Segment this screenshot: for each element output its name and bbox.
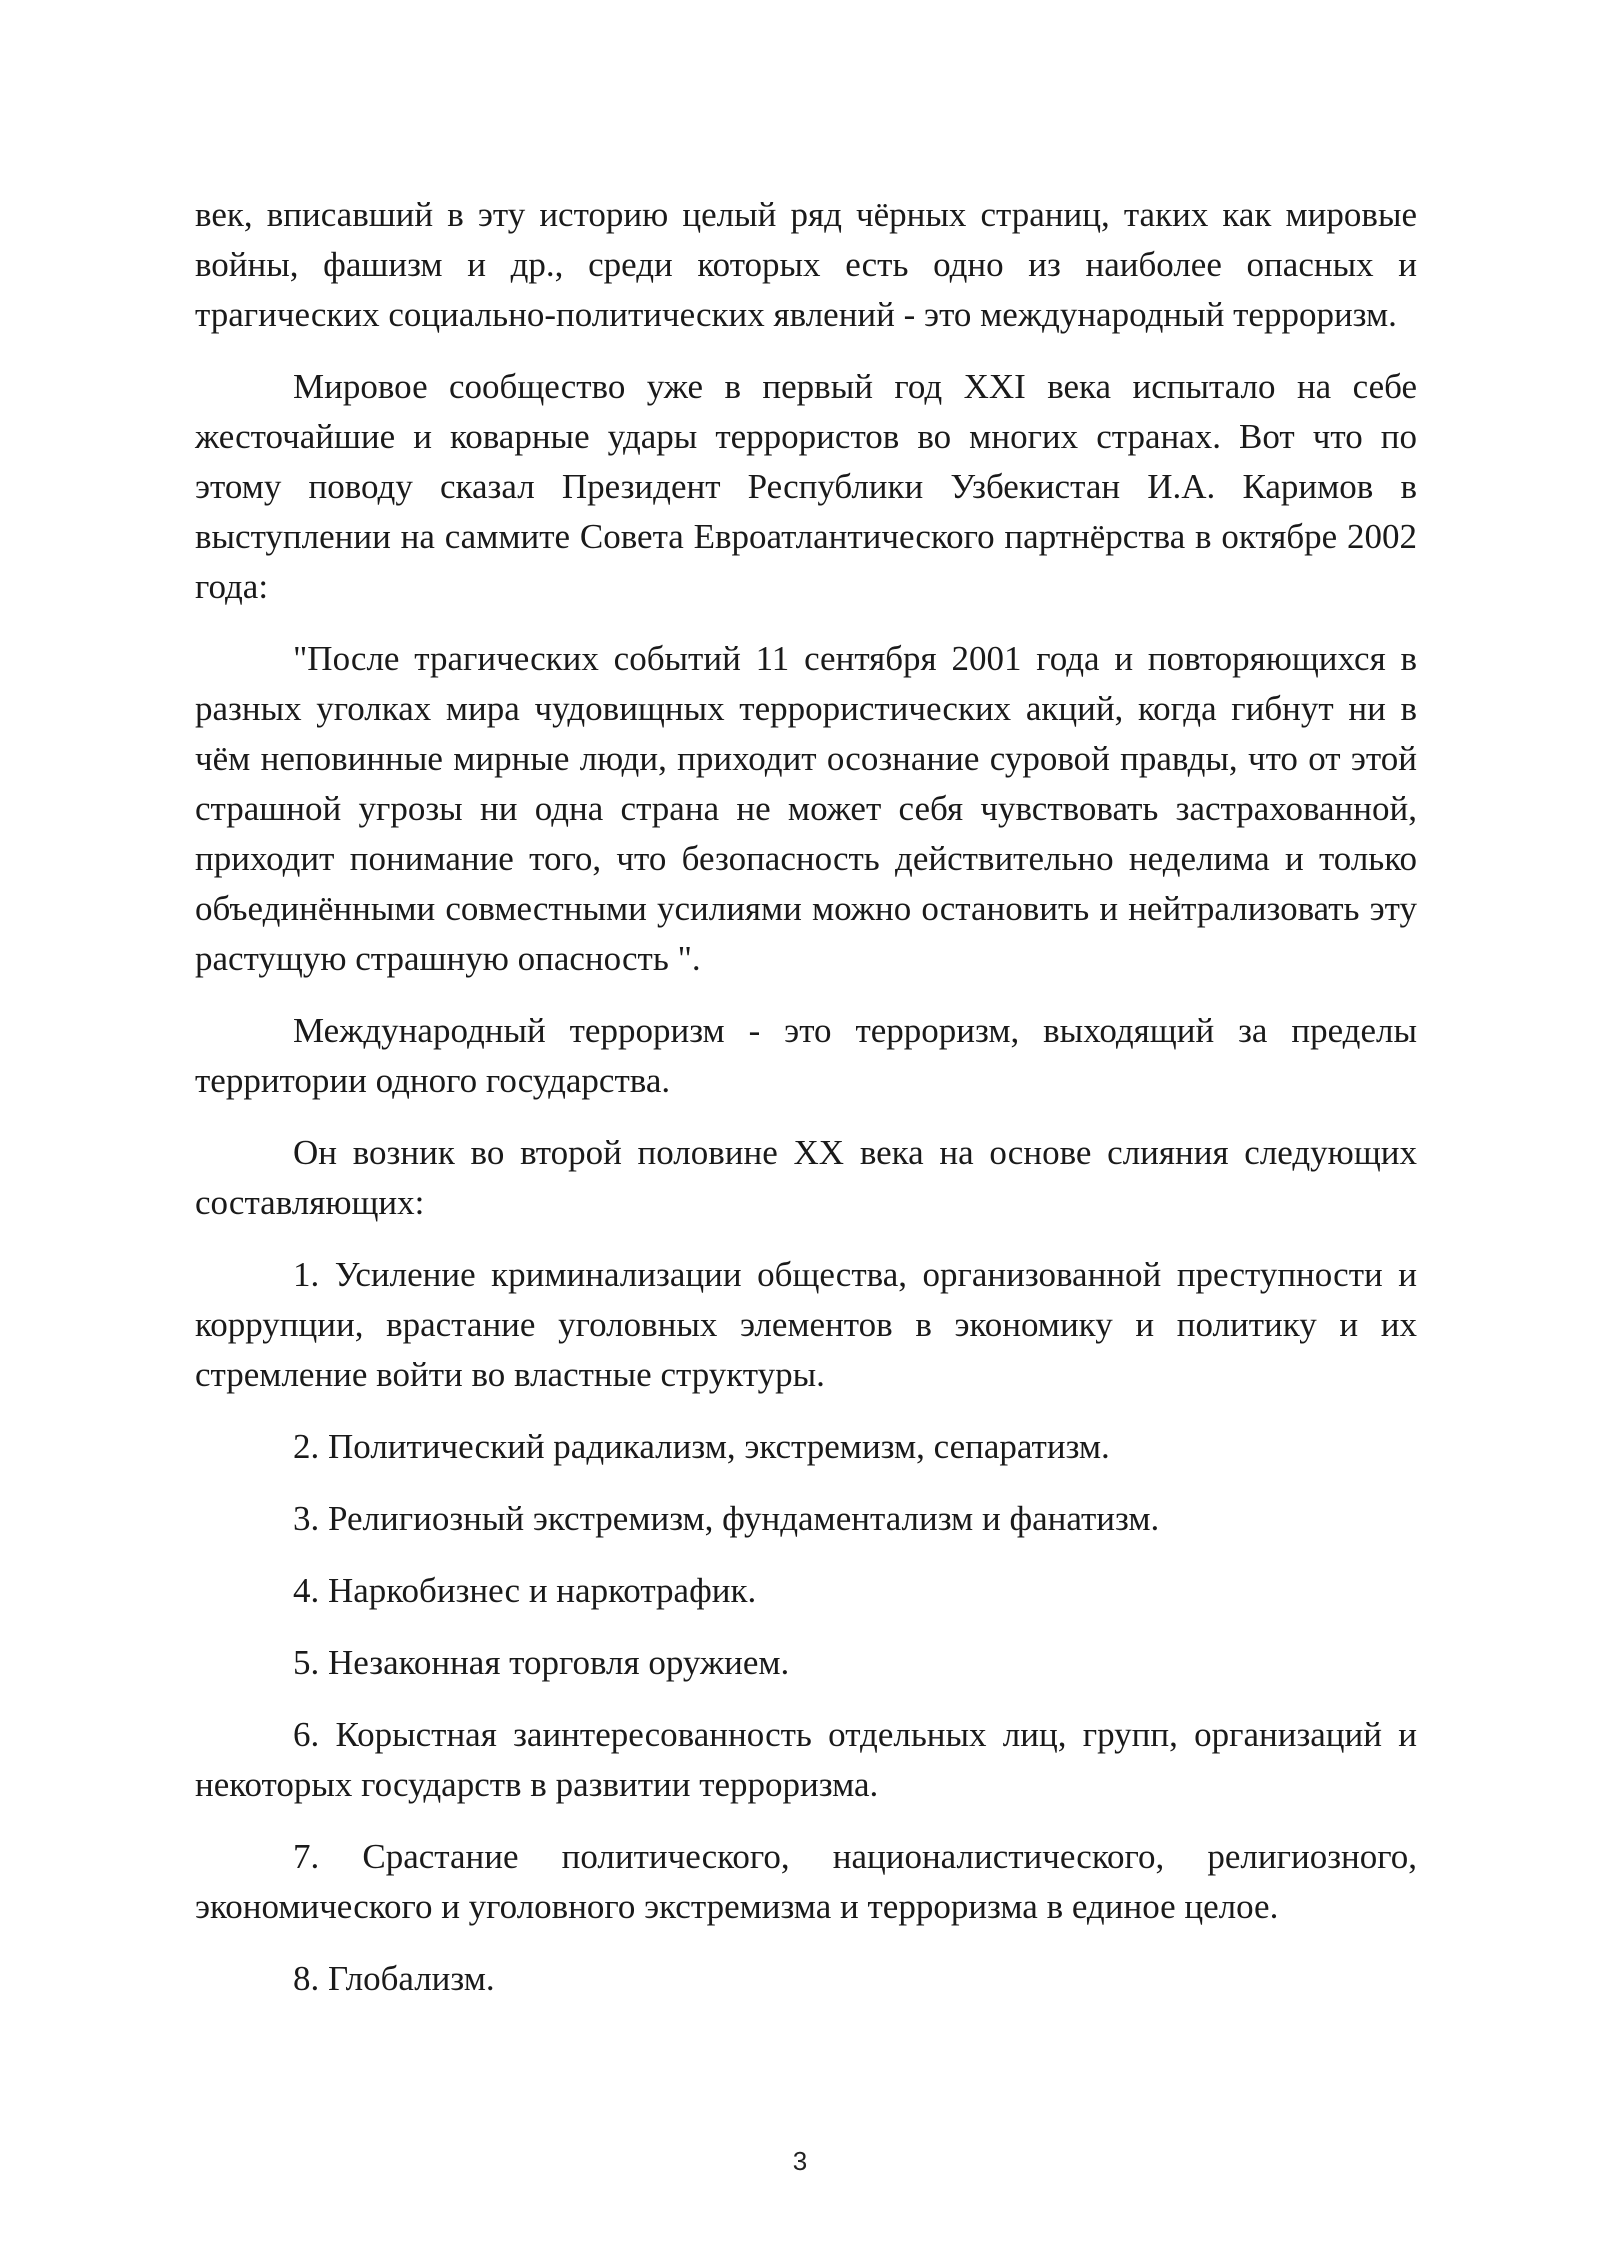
list-item-8: 8. Глобализм. [293, 1959, 495, 1998]
list-item-6: 6. Корыстная заинтересованность отдельных лиц, групп, организаций и некоторых государств в развитии терроризма. [195, 1715, 1417, 1804]
list-item-2: 2. Политический радикализм, экстремизм, сепаратизм. [293, 1427, 1110, 1466]
list-item-7: 7. Срастание политического, националистического, религиозного, экономического и уголовного экстремизма и терроризма в единое целое. [195, 1837, 1417, 1926]
paragraph-quote: "После трагических событий 11 сентября 2001 года и повторяющихся в разных уголках мира чудовищных террористических акций, когда гибнут ни в чём неповинные мирные люди, приходит осознание суровой правды, что от этой страшной угрозы ни одна страна не может себя чувствовать застрахованной, приходит понимание того, что безопасность действительно неделима и только объединёнными совместными усилиями можно остановить и нейтрализовать эту растущую страшную опасность ". [195, 639, 1417, 978]
page-number: 3 [792, 2146, 808, 2176]
list-item-5: 5. Незаконная торговля оружием. [293, 1643, 790, 1682]
page-body [195, 190, 1417, 2026]
list-item-3: 3. Религиозный экстремизм, фундаментализм и фанатизм. [293, 1499, 1160, 1538]
paragraph-origin: Он возник во второй половине XX века на основе слияния следующих составляющих: [195, 1133, 1417, 1222]
paragraph-world-community: Мировое сообщество уже в первый год XXI века испытало на себе жесточайшие и коварные удары террористов во многих странах. Вот что по этому поводу сказал Президент Республики Узбекистан И.А. Каримов в выступлении на саммите Совета Евроатлантического партнёрства в октябре 2002 года: [195, 367, 1417, 606]
list-item-4: 4. Наркобизнес и наркотрафик. [293, 1571, 757, 1610]
paragraph-continuation: век, вписавший в эту историю целый ряд чёрных страниц, таких как мировые войны, фашизм и др., среди которых есть одно из наиболее опасных и трагических социально-политических явлений - это международный терроризм. [195, 195, 1417, 334]
paragraph-definition: Международный терроризм - это терроризм, выходящий за пределы территории одного государства. [195, 1011, 1417, 1100]
list-item-1: 1. Усиление криминализации общества, организованной преступности и коррупции, врастание уголовных элементов в экономику и политику и их стремление войти во властные структуры. [195, 1255, 1417, 1394]
